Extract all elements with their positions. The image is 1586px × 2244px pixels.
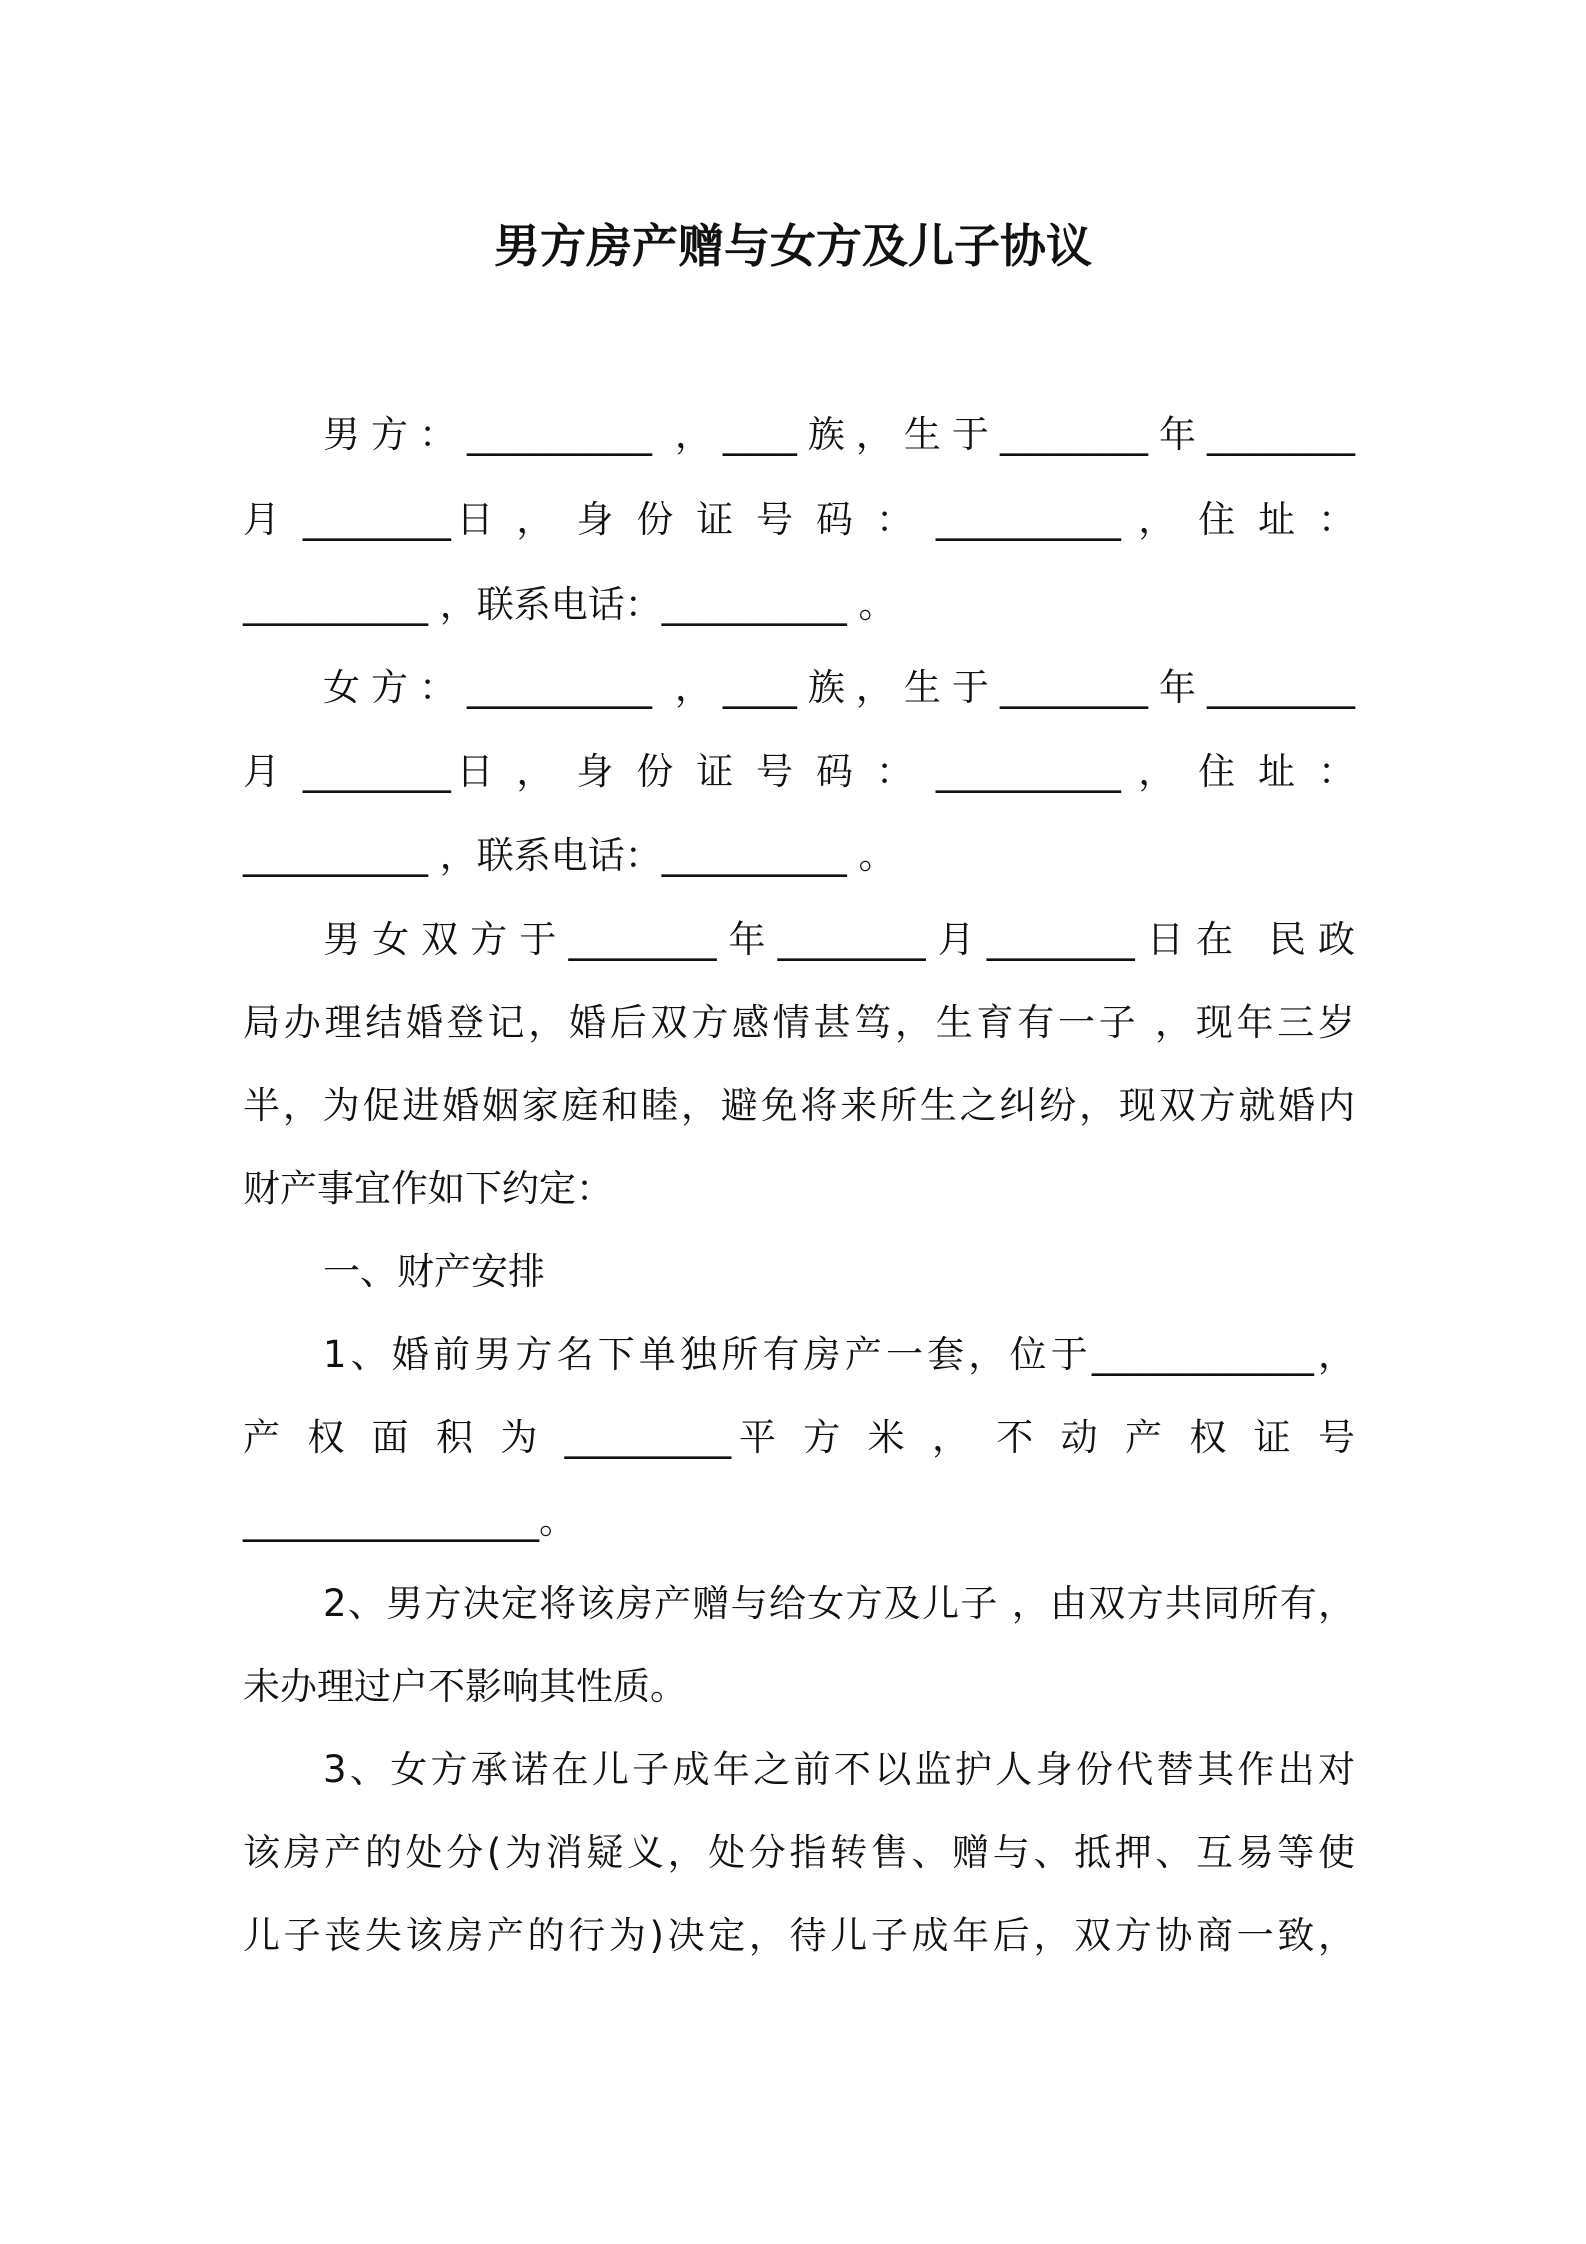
preamble-line-2: 局办理结婚登记，婚后双方感情甚笃，生育有一子 ，现年三岁 (243, 1001, 1355, 1044)
preamble-line-1: 男女双方于________年________月________日在 民政 (323, 918, 1355, 961)
male-party-line-2: 月 ________日 ， 身 份 证 号 码 ： __________ ， 住 址 ： (243, 498, 1355, 541)
clause-3-line-1: 3、女方承诺在儿子成年之前不以监护人身份代替其作出对 (323, 1748, 1355, 1791)
clause-3-line-2: 该房产的处分(为消疑义，处分指转售、赠与、抵押、互易等使 (243, 1831, 1355, 1874)
female-party-line-3: __________ ，联系电话：__________ 。 (243, 834, 896, 877)
document-title: 男方房产赠与女方及儿子协议 (494, 219, 1092, 273)
clause-1-line-1: 1、婚前男方名下单独所有房产一套，位于____________， (323, 1333, 1355, 1376)
section-heading-property: 一、财产安排 (323, 1250, 545, 1293)
clause-3-line-3: 儿子丧失该房产的行为)决定，待儿子成年后，双方协商一致， (243, 1914, 1355, 1957)
female-party-line-1: 女方：__________ ，____族，生于________年________ (323, 666, 1355, 709)
preamble-line-3: 半，为促进婚姻家庭和睦，避免将来所生之纠纷，现双方就婚内 (243, 1084, 1355, 1127)
clause-2-line-2: 未办理过户不影响其性质。 (243, 1665, 687, 1708)
female-party-line-2: 月 ________日 ， 身 份 证 号 码 ： __________ ， 住 址 ： (243, 750, 1355, 793)
clause-1-line-3: ________________。 (243, 1499, 576, 1542)
male-party-line-3: __________ ，联系电话：__________ 。 (243, 583, 896, 626)
clause-2-line-1: 2、男方决定将该房产赠与给女方及儿子 ，由双方共同所有， (323, 1582, 1355, 1625)
clause-1-line-2: 产 权 面 积 为 _________平 方 米 ， 不 动 产 权 证 号 (243, 1416, 1355, 1459)
male-party-line-1: 男方：__________ ，____族，生于________年________ (323, 413, 1355, 456)
preamble-line-4: 财产事宜作如下约定： (243, 1167, 613, 1210)
